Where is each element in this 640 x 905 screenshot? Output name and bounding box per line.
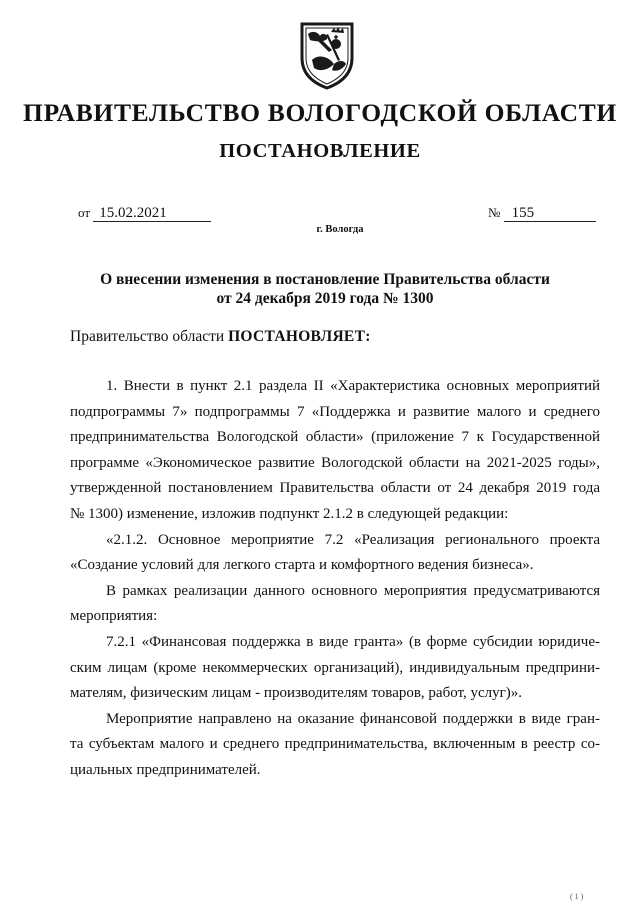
document-body xyxy=(70,374,600,784)
text-line: 1. Внести в пункт 2.1 раздела II «Характеристика основных мероприятий xyxy=(106,378,600,394)
document-date xyxy=(78,205,211,222)
text-line: утвержденной постановлением Правительства области от 24 декабря 2019 года xyxy=(70,480,600,497)
subject-line: О внесении изменения в постановление Правительства области xyxy=(100,271,550,288)
text-line: программе «Экономическое развитие Вологодской области на 2021-2025 годы», xyxy=(70,454,600,471)
text-line: та субъектам малого и среднего предпринимательства, включенным в реестр со- xyxy=(70,736,600,753)
number-value: 155 xyxy=(504,206,596,222)
decree-statement xyxy=(70,328,371,346)
decree-verb: ПОСТАНОВЛЯЕТ: xyxy=(228,328,371,345)
text-line: предпринимательства Вологодской области» (приложение 7 к Государственной xyxy=(70,429,600,446)
organization-title: ПРАВИТЕЛЬСТВО ВОЛОГОДСКОЙ ОБЛАСТИ xyxy=(23,98,617,127)
page-footer-mark: ( 1 ) xyxy=(570,892,584,901)
text-line: «2.1.2. Основное мероприятие 7.2 «Реализация регионального проекта xyxy=(106,531,600,548)
text-line: № 1300) изменение, изложив подпункт 2.1.2 в следующей редакции: xyxy=(70,505,509,522)
date-prefix: от xyxy=(78,205,91,220)
coat-of-arms-icon xyxy=(298,20,356,90)
text-line: циальных предпринимателей. xyxy=(70,761,261,778)
text-line: ским лицам (кроме некоммерческих организаций), индивидуальным предприни- xyxy=(70,659,600,676)
text-line: «Создание условий для легкого старта и комфортного ведения бизнеса». xyxy=(70,557,534,574)
paragraph xyxy=(70,528,600,579)
text-line: Мероприятие направлено на оказание финансовой поддержки в виде гран- xyxy=(106,710,600,727)
paragraph xyxy=(70,579,600,630)
decree-lead: Правительство области xyxy=(70,328,225,345)
date-value: 15.02.2021 xyxy=(93,206,211,222)
document-type: ПОСТАНОВЛЕНИЕ xyxy=(219,140,421,162)
text-line: подпрограммы 7» подпрограммы 7 «Поддержка и развитие малого и среднего xyxy=(70,403,600,420)
subject-line: от 24 декабря 2019 года № 1300 xyxy=(216,290,434,307)
document-subject xyxy=(70,270,580,308)
paragraph xyxy=(70,707,600,784)
text-line: мателям, физическим лицам - производителям товаров, работ, услуг)». xyxy=(70,685,522,702)
text-line: мероприятия: xyxy=(70,608,158,625)
text-line: В рамках реализации данного основного мероприятия предусматриваются xyxy=(106,582,600,599)
city-label: г. Вологда xyxy=(316,224,364,235)
text-line: 7.2.1 «Финансовая поддержка в виде гранта» (в форме субсидии юридиче- xyxy=(106,633,600,650)
document-number xyxy=(488,205,596,222)
number-prefix: № xyxy=(488,205,501,220)
paragraph xyxy=(70,374,600,528)
paragraph xyxy=(70,630,600,707)
